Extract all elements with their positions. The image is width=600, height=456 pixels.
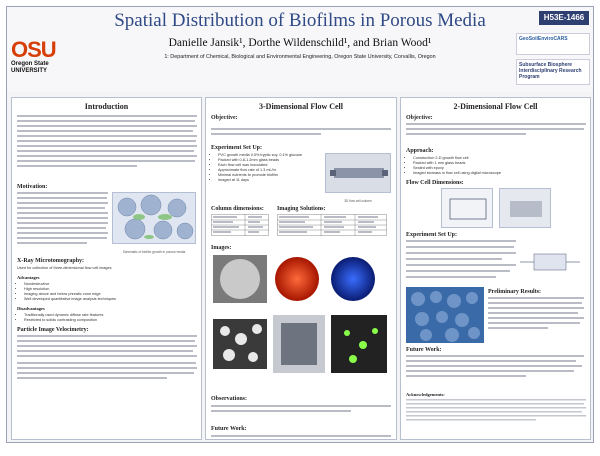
piv-text-lines: [17, 335, 197, 390]
3d-images-grid: [211, 253, 391, 387]
disadvantages-heading: Disadvantages: [17, 306, 45, 311]
gsecars-logo: GeoSoilEnviroCARS: [516, 33, 590, 55]
introduction-heading: Introduction: [84, 102, 129, 111]
affiliation: 1: Department of Chemical, Biological and Environmental Engineering, Oregon State University, Corvallis, Oregon: [164, 54, 436, 60]
list-item: • Approximate flow rate of 1.3 mL/hr: [218, 168, 321, 173]
imaging-solutions-heading: Imaging Solutions:: [277, 206, 326, 212]
author-list: Danielle Jansik¹, Dorthe Wildenschild¹, and Brian Wood¹: [168, 37, 432, 49]
xray-heading: X-Ray Microtomography:: [17, 258, 85, 264]
approach-list: [406, 156, 585, 176]
subsurface-biosphere-logo: Subsurface Biosphere Interdisciplinary Research Program: [516, 59, 590, 85]
3d-observations-heading: Observations:: [211, 396, 247, 402]
list-item: • Packed with 0.8-1.2mm glass beads: [218, 158, 321, 163]
piv-heading: Particle Image Velocimetry:: [17, 327, 89, 333]
images-heading: Images:: [211, 245, 232, 251]
list-item: • Imaged biomass in flow cell using digital microscope: [413, 171, 585, 176]
motivation-block: [17, 192, 196, 254]
column-3d-flow-cell: [205, 97, 397, 440]
preliminary-results-text-lines: [488, 297, 584, 333]
introduction-text-block: [17, 115, 196, 180]
3d-column-photo: [325, 153, 391, 193]
osu-logo: [11, 39, 71, 79]
list-item: • High resolution: [24, 287, 196, 292]
list-item: • Packed with 1 mm glass beads: [413, 161, 585, 166]
motivation-text-lines: [17, 192, 108, 252]
3d-objective-text-lines: [211, 128, 391, 136]
poster: [6, 6, 594, 443]
list-item: • Nondestructive: [24, 282, 196, 287]
3d-future-text-lines: [211, 435, 391, 440]
tables-row: [211, 206, 391, 241]
2d-setup-text-lines: [406, 240, 516, 282]
poster-title: Spatial Distribution of Biofilms in Porous Media: [114, 10, 486, 31]
2d-setup-block: [406, 240, 585, 284]
2d-setup-diagram: [520, 240, 580, 284]
3d-setup-heading: Experiment Set Up:: [211, 145, 262, 151]
acknowledgements-heading: Acknowledgements:: [406, 392, 445, 397]
column-dimensions-heading: Column dimensions:: [211, 206, 264, 212]
3d-future-heading: Future Work:: [211, 426, 247, 432]
acknowledgements-text-lines: [406, 399, 586, 425]
preliminary-results-image: [406, 287, 484, 343]
approach-heading: Approach:: [406, 148, 434, 154]
advantages-list: [17, 282, 196, 302]
column-introduction: [11, 97, 202, 440]
3d-setup-list: [211, 153, 321, 203]
osu-logo-mark: OSU: [11, 37, 56, 62]
column-dimensions-table: [211, 214, 269, 236]
2d-objective-heading: Objective:: [406, 115, 433, 121]
session-code-badge: H53E-1466: [539, 11, 589, 25]
3d-flow-cell-heading: 3-Dimensional Flow Cell: [259, 102, 343, 111]
imaging-solutions-table: [277, 214, 387, 236]
list-item: • PVC growth media 0.5% tryptic soy, 0.1% glucose: [218, 153, 321, 158]
flow-cell-dimension-figures: [406, 188, 585, 228]
imaging-solutions-block: [277, 206, 387, 241]
2d-flow-cell-heading: 2-Dimensional Flow Cell: [453, 102, 538, 111]
2d-objective-text-lines: [406, 123, 586, 139]
preliminary-results-block: [406, 287, 585, 343]
motivation-heading: Motivation:: [17, 184, 48, 190]
2d-flow-cell-sketch: [441, 188, 493, 228]
3d-column-caption: 3D flow cell column: [344, 199, 372, 203]
2d-setup-heading: Experiment Set Up:: [406, 232, 457, 238]
3d-objective-heading: Objective:: [211, 115, 238, 121]
3d-column-figure: [325, 153, 391, 203]
list-item: • Well developed quantitative image analysis techniques: [24, 297, 196, 302]
flow-cell-dimensions-heading: Flow Cell Dimensions:: [406, 180, 464, 186]
list-item: • Imaged at 11 days: [218, 178, 321, 183]
list-item: • Construction 2-D growth flow cell: [413, 156, 585, 161]
column-2d-flow-cell: [400, 97, 591, 440]
2d-future-text-lines: [406, 355, 586, 383]
biofilm-schematic-image: [112, 192, 196, 244]
introduction-text-lines: [17, 115, 197, 175]
advantages-heading: Advantages: [17, 275, 40, 280]
3d-observations-text-lines: [211, 405, 391, 417]
list-item: • Minimal nutrients to promote biofilm: [218, 173, 321, 178]
list-item: • Traditionally used dynamic diffuse rate features: [24, 313, 196, 318]
poster-header: [7, 7, 593, 92]
2d-flow-cell-photo: [499, 188, 551, 228]
list-item: • Restricted to solids contrasting composition: [24, 318, 196, 323]
3d-setup-block: [211, 153, 391, 203]
list-item: • Each flow cell was inoculated: [218, 163, 321, 168]
preliminary-results-text: [488, 287, 584, 343]
list-item: • Imaging above and below phreatic zone edge: [24, 292, 196, 297]
osu-logo-name: Oregon State: [11, 61, 49, 67]
osu-logo-sub: UNIVERSITY: [11, 68, 48, 74]
biofilm-schematic-figure: [112, 192, 196, 254]
biofilm-schematic-caption: Schematic of biofilm growth in porous media: [122, 250, 186, 254]
2d-future-heading: Future Work:: [406, 347, 442, 353]
column-dimensions-block: [211, 206, 269, 241]
preliminary-results-heading: Preliminary Results:: [488, 289, 542, 295]
disadvantages-list: [17, 313, 196, 323]
list-item: • Sealed with epoxy: [413, 166, 585, 171]
xray-intro: Used for collection of three-dimensional flow cell images: [17, 266, 112, 270]
